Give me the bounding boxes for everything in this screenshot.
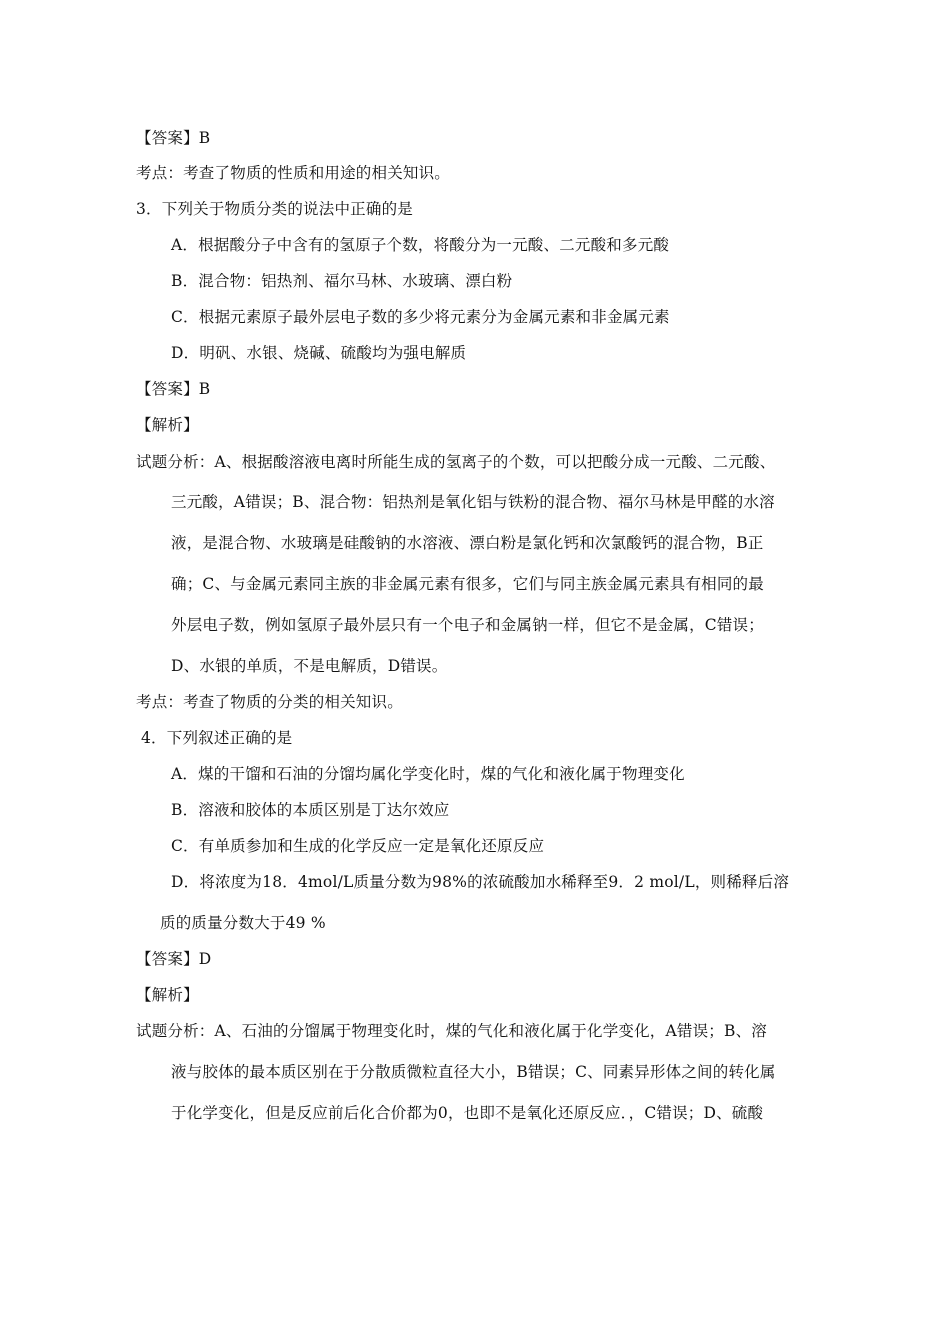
q2-answer: 【答案】B [136, 129, 211, 147]
q3-option-a: A．根据酸分子中含有的氢原子个数，将酸分为一元酸、二元酸和多元酸 [171, 236, 670, 254]
q4-option-a: A．煤的干馏和石油的分馏均属化学变化时，煤的气化和液化属于物理变化 [171, 765, 685, 783]
q4-option-d-cont: 质的质量分数大于49 % [160, 914, 326, 932]
q3-analysis-line: 外层电子数，例如氢原子最外层只有一个电子和金属钠一样，但它不是金属，C错误； [171, 616, 764, 634]
q3-stem: 3．下列关于物质分类的说法中正确的是 [136, 200, 413, 218]
q3-analysis-line: 确；C、与金属元素同主族的非金属元素有很多，它们与同主族金属元素具有相同的最 [171, 575, 764, 593]
q3-analysis-line: 液，是混合物、水玻璃是硅酸钠的水溶液、漂白粉是氯化钙和次氯酸钙的混合物，B正 [171, 534, 764, 552]
q2-kaodian: 考点：考查了物质的性质和用途的相关知识。 [136, 164, 451, 182]
q4-option-d: D．将浓度为18．4mol/L质量分数为98%的浓硫酸加水稀释至9．2 mol/L，则稀释后溶 [171, 873, 790, 891]
q3-option-c: C．根据元素原子最外层电子数的多少将元素分为金属元素和非金属元素 [171, 308, 670, 326]
q3-answer: 【答案】B [136, 380, 211, 398]
q4-answer: 【答案】D [136, 950, 212, 968]
q3-analysis-line: D、水银的单质，不是电解质，D错误。 [171, 657, 448, 675]
q3-jiexi-label: 【解析】 [136, 416, 199, 434]
q4-option-c: C．有单质参加和生成的化学反应一定是氧化还原反应 [171, 837, 545, 855]
q4-analysis-line: 试题分析：A、石油的分馏属于物理变化时，煤的气化和液化属于化学变化，A错误；B、溶 [136, 1022, 767, 1040]
q4-option-b: B．溶液和胶体的本质区别是丁达尔效应 [171, 801, 450, 819]
q3-analysis-line: 试题分析：A、根据酸溶液电离时所能生成的氢离子的个数，可以把酸分成一元酸、二元酸、 [136, 453, 776, 471]
q4-analysis-line: 液与胶体的最本质区别在于分散质微粒直径大小，B错误；C、同素异形体之间的转化属 [171, 1063, 776, 1081]
q3-option-d: D．明矾、水银、烧碱、硫酸均为强电解质 [171, 344, 467, 362]
q4-stem: 4．下列叙述正确的是 [141, 729, 293, 747]
q3-option-b: B．混合物：铝热剂、福尔马林、水玻璃、漂白粉 [171, 272, 513, 290]
q4-analysis-line: 于化学变化，但是反应前后化合价都为0，也即不是氧化还原反应．，C错误；D、硫酸 [171, 1104, 764, 1122]
q3-analysis-line: 三元酸，A错误；B、混合物：铝热剂是氧化铝与铁粉的混合物、福尔马林是甲醛的水溶 [171, 493, 775, 511]
q3-kaodian: 考点：考查了物质的分类的相关知识。 [136, 693, 403, 711]
q4-jiexi-label: 【解析】 [136, 986, 199, 1004]
